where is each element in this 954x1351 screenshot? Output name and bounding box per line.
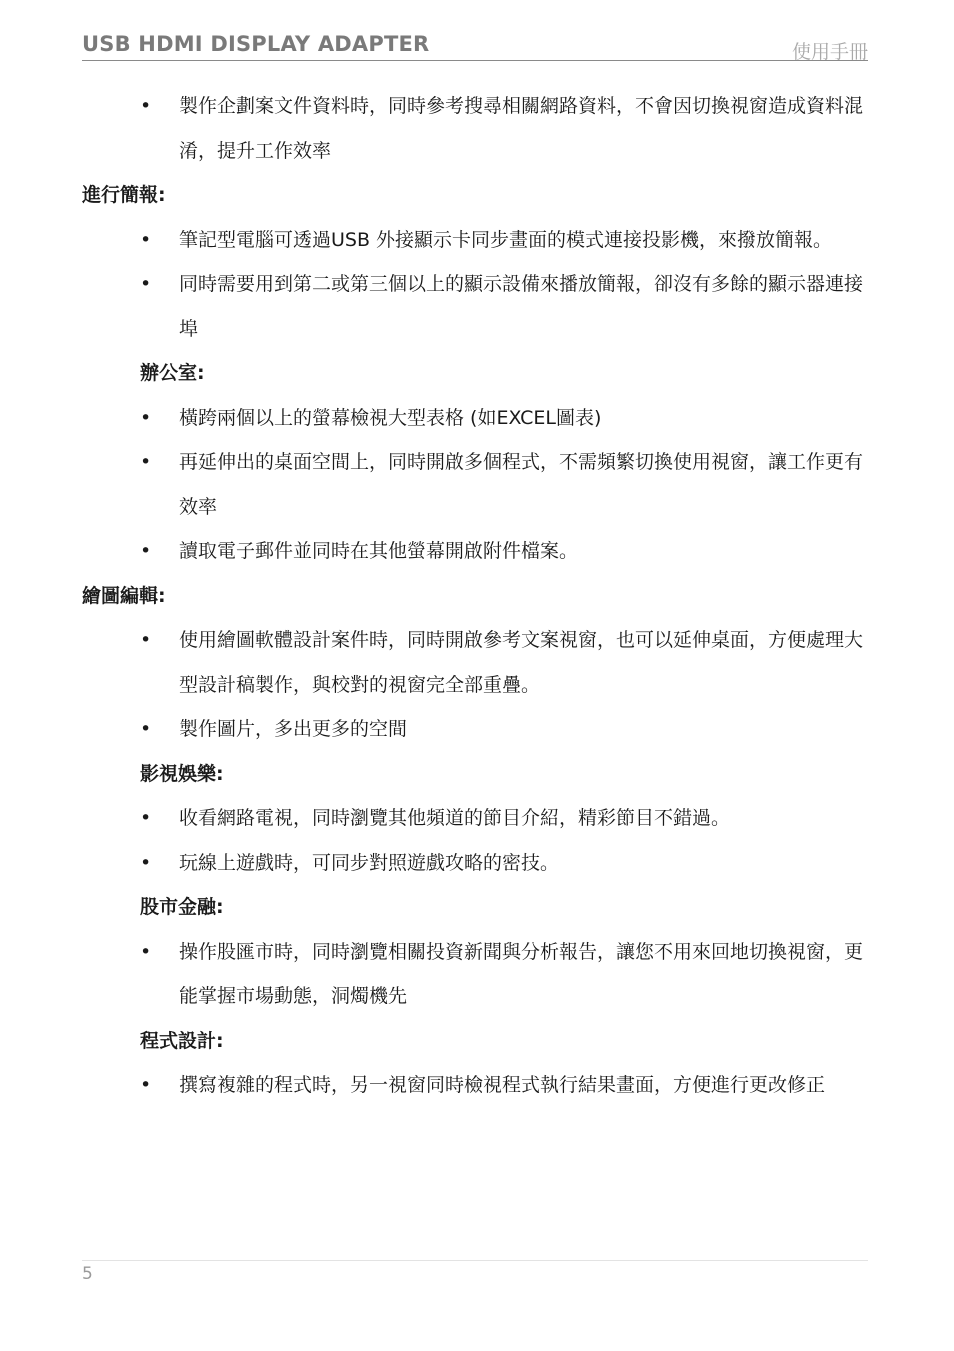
bullet-icon: • [140,95,152,117]
item-text: 再延伸出的桌面空間上，同時開啟多個程式，不需頻繁切換使用視窗，讓工作更有效率 [179,451,864,518]
bullet-icon: • [140,851,152,874]
page-header [82,30,868,61]
list-item [82,84,879,173]
bullet-icon: • [140,807,152,829]
bullet-icon: • [140,406,152,429]
list-item [82,796,879,841]
list-item [82,707,879,752]
item-text: 讀取電子郵件並同時在其他螢幕開啟附件檔案。 [179,540,579,562]
section-heading: 股市金融: [140,896,224,918]
item-text: 筆記型電腦可透過USB 外接顯示卡同步畫面的模式連接投影機，來撥放簡報。 [179,228,833,251]
bullet-icon: • [140,1074,152,1096]
section-office [82,351,882,574]
section-entertainment [82,752,882,886]
section-finance [82,885,882,1019]
section-presentation [82,173,882,351]
footer-divider [82,1260,868,1261]
bullet-icon: • [140,940,152,963]
section-heading: 程式設計: [140,1029,224,1052]
bullet-icon: • [140,451,152,473]
section-heading: 影視娛樂: [140,762,224,785]
list-item [82,1063,879,1108]
section-intro [82,84,882,173]
list-item [82,440,879,529]
item-text: 操作股匯市時，同時瀏覽相關投資新聞與分析報告，讓您不用來回地切換視窗，更能掌握市場動態，洞燭機先 [179,940,864,1007]
section-heading: 繪圖編輯: [82,584,166,607]
item-text: 同時需要用到第二或第三個以上的顯示設備來播放簡報，卻沒有多餘的顯示器連接埠 [179,273,864,340]
bullet-icon: • [140,273,152,295]
bullet-icon: • [140,540,152,562]
list-item [82,529,879,574]
list-item [82,218,879,263]
section-programming [82,1019,882,1108]
section-heading: 辦公室: [140,362,205,384]
manual-label: 使用手冊 [791,41,868,63]
page-content [82,84,882,1108]
section-graphics [82,574,882,752]
list-item [82,396,879,441]
document-title: USB HDMI DISPLAY ADAPTER [82,32,430,56]
item-text: 製作圖片，多出更多的空間 [179,718,408,740]
list-item [82,841,879,886]
section-heading: 進行簡報: [82,184,166,206]
item-text: 玩線上遊戲時，可同步對照遊戲攻略的密技。 [179,851,560,874]
bullet-icon: • [140,718,152,740]
list-item [82,618,879,707]
item-text: 製作企劃案文件資料時，同時參考搜尋相關網路資料，不會因切換視窗造成資料混淆，提升工作效率 [179,95,864,162]
bullet-icon: • [140,629,152,651]
bullet-icon: • [140,228,152,251]
item-text: 使用繪圖軟體設計案件時，同時開啟參考文案視窗，也可以延伸桌面，方便處理大型設計稿製作，與校對的視窗完全部重疊。 [179,629,864,696]
item-text: 橫跨兩個以上的螢幕檢視大型表格 (如EXCEL圖表) [179,406,602,429]
item-text: 撰寫複雜的程式時，另一視窗同時檢視程式執行結果畫面，方便進行更改修正 [179,1074,826,1096]
list-item [82,930,879,1019]
list-item [82,262,879,351]
item-text: 收看網路電視，同時瀏覽其他頻道的節目介紹，精彩節目不錯過。 [179,807,731,829]
page-number: 5 [82,1264,93,1284]
